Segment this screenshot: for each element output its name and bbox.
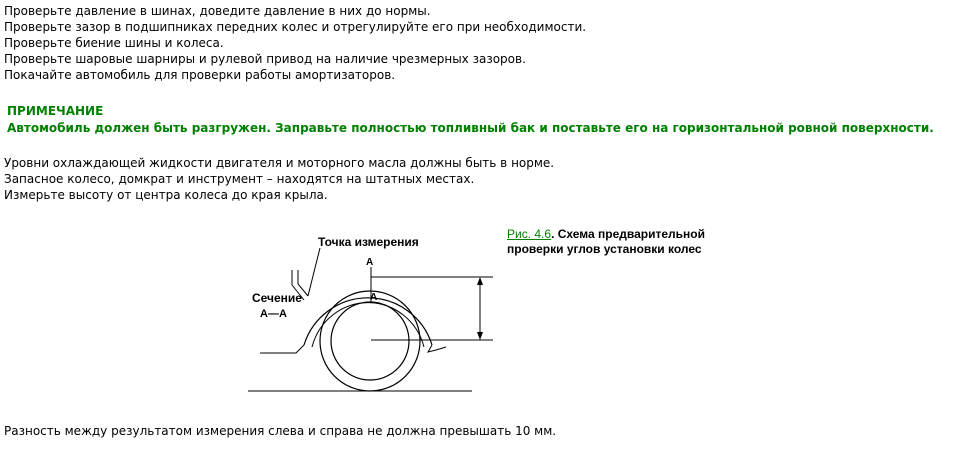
tire-outer — [320, 291, 420, 391]
intro-item: Проверьте биение шины и колеса. — [4, 36, 224, 50]
label-measurement-point: Точка измерения — [318, 235, 419, 249]
diagram-svg — [248, 230, 498, 400]
pointer-leader-line — [308, 248, 320, 296]
marker-a-top: А — [366, 257, 374, 268]
label-section: Сечение — [252, 291, 302, 305]
body-item: Измерьте высоту от центра колеса до края крыла. — [4, 188, 328, 202]
figure-title: . Схема предварительной проверки углов установки колес — [507, 227, 705, 256]
wheel-rim — [331, 302, 409, 380]
label-section-aa: А—А — [260, 308, 287, 320]
intro-item: Проверьте зазор в подшипниках передних колес и отрегулируйте его при необходимости. — [4, 20, 587, 34]
dimension-arrow-bottom — [477, 332, 483, 340]
dimension-arrow-top — [477, 277, 483, 285]
figure-link[interactable]: Рис. 4.6 — [507, 227, 552, 241]
body-item: Уровни охлаждающей жидкости двигателя и моторного масла должны быть в норме. — [4, 156, 555, 170]
footer-text: Разность между результатом измерения слева и справа не должна превышать 10 мм. — [4, 424, 557, 438]
note-title: ПРИМЕЧАНИЕ — [7, 104, 104, 118]
fender-arch-outer — [304, 298, 432, 345]
body-sill-left — [260, 345, 304, 353]
intro-item: Покачайте автомобиль для проверки работы амортизаторов. — [4, 68, 396, 82]
marker-a-inner: А — [370, 292, 378, 303]
intro-item: Проверьте давление в шинах, доведите давление в них до нормы. — [4, 4, 431, 18]
figure-caption — [507, 227, 737, 257]
body-item: Запасное колесо, домкрат и инструмент – находятся на штатных местах. — [4, 172, 475, 186]
note-text: Автомобиль должен быть разгружен. Заправьте полностью топливный бак и поставьте его на горизонтальной ровной поверхности. — [7, 121, 934, 135]
intro-item: Проверьте шаровые шарниры и рулевой привод на наличие чрезмерных зазоров. — [4, 52, 526, 66]
wheel-measurement-diagram — [248, 230, 498, 400]
body-sill-right — [428, 345, 446, 352]
